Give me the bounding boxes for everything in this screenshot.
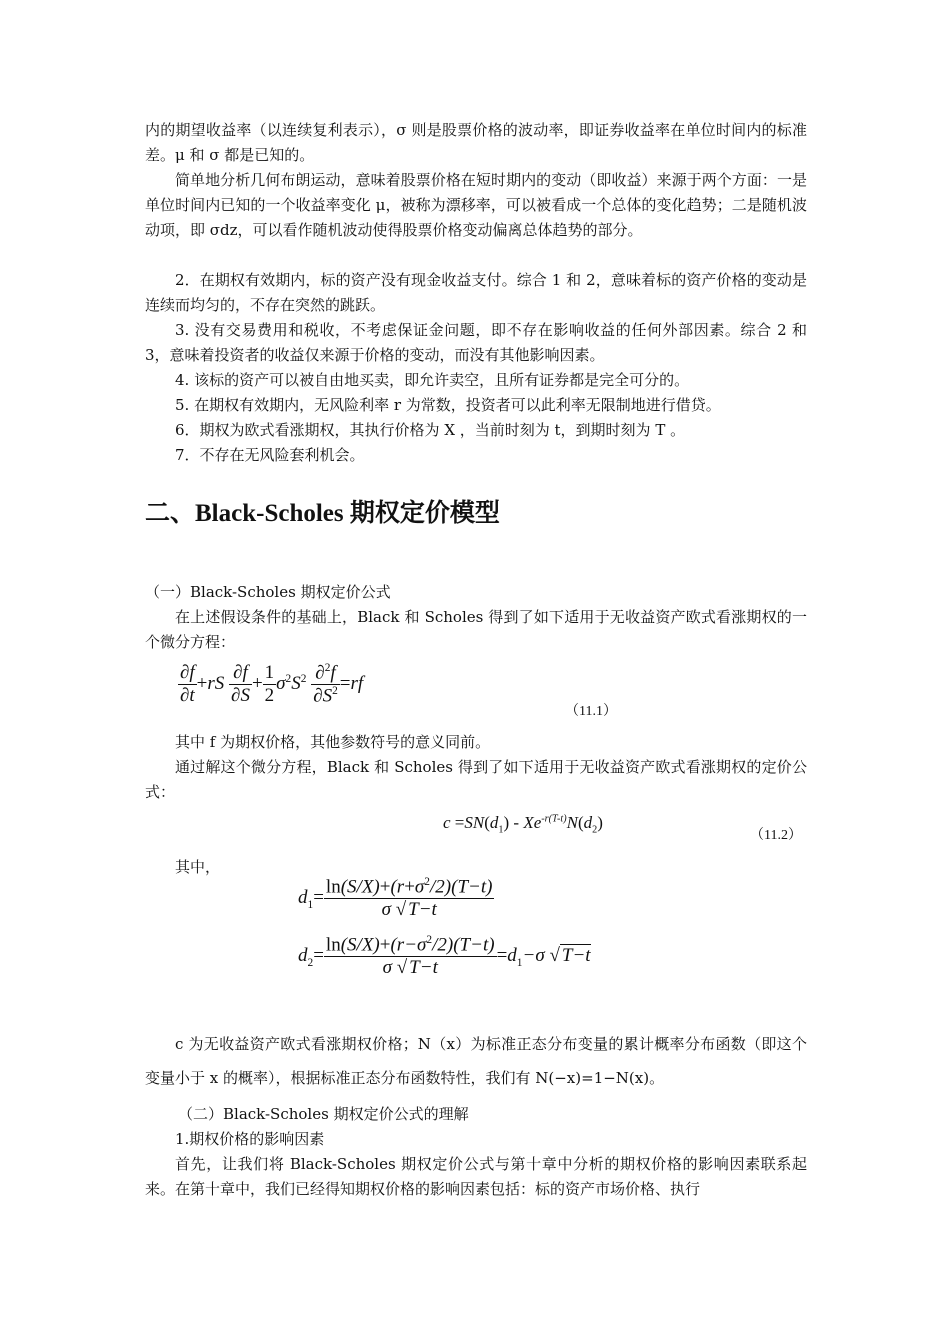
paragraph: 3. 没有交易费用和税收，不考虑保证金问题，即不存在影响收益的任何外部因素。综合 2 和 3，意味着投资者的收益仅来源于价格的变动，而没有其他影响因素。 [145,321,807,364]
paragraph: 2．在期权有效期内，标的资产没有现金收益支付。综合 1 和 2，意味着标的资产价格的变动是连续而均匀的，不存在突然的跳跃。 [145,271,807,314]
paragraph: 其中 f 为期权价格，其他参数符号的意义同前。 [175,733,491,751]
paragraph: 6．期权为欧式看涨期权，其执行价格为 X ，当前时刻为 t，到期时刻为 T 。 [175,421,686,439]
subsection-title: （一）Black-Scholes 期权定价公式 [145,583,391,601]
equation-11-1: $\frac{\partial f}{\partial t}$ +rS $\frac{\partial f}{\partial S}$ + $\frac{1}{2}$ $\sigma^2S^2$ $\frac{\partial^2f}{\partial S^2}$ =rf [180,662,364,707]
paragraph: c 为无收益资产欧式看涨期权价格；N（x）为标准正态分布变量的累计概率分布函数（即这个变量小于 x 的概率），根据标准正态分布函数特性，我们有 N(−x)=1−N(x)。 [145,1035,807,1087]
equation-11-2: $c =SN(d_1) - Xe^{-r(T-t)}N(d_2)$ [443,813,603,836]
equation-number: （11.2） [750,828,802,843]
equation-number: （11.1） [565,704,617,719]
section-heading: 二、Black-Scholes 期权定价模型 [145,500,500,527]
equation-d2: $d_2=$ $\frac{\ln(S/X)+(r-\sigma^2/2)(T-t)}{\sigma √ T-t}$ $=d_1-\sigma$ √ T−t [298,934,591,979]
paragraph: 4. 该标的资产可以被自由地买卖，即允许卖空，且所有证券都是完全可分的。 [175,371,690,389]
paragraph: 7．不存在无风险套利机会。 [175,446,365,464]
subsection-title: （二）Black-Scholes 期权定价公式的理解 [178,1105,469,1123]
paragraph: 内的期望收益率（以连续复利表示），σ 则是股票价格的波动率，即证券收益率在单位时间内的标准差。μ 和 σ 都是已知的。 [145,121,807,164]
equation-d1: $d_1=$ $\frac{\ln(S/X)+(r+\sigma^2/2)(T-t)}{\sigma √ T-t}$ [298,876,493,921]
paragraph: 通过解这个微分方程，Black 和 Scholes 得到了如下适用于无收益资产欧式看涨期权的定价公式： [145,758,807,801]
paragraph: 其中， [175,858,221,876]
paragraph: 在上述假设条件的基础上，Black 和 Scholes 得到了如下适用于无收益资产欧式看涨期权的一个微分方程： [145,608,807,651]
paragraph: 简单地分析几何布朗运动，意味着股票价格在短时期内的变动（即收益）来源于两个方面：一是单位时间内已知的一个收益率变化 μ，被称为漂移率，可以被看成一个总体的变化趋势；二是随机波动项，即 σdz，可以看作随机波动使得股票价格变动偏离总体趋势的部分。 [145,171,807,239]
subsection-title: 1.期权价格的影响因素 [175,1130,325,1148]
paragraph: 5. 在期权有效期内，无风险利率 r 为常数，投资者可以此利率无限制地进行借贷。 [175,396,721,414]
paragraph: 首先，让我们将 Black-Scholes 期权定价公式与第十章中分析的期权价格的影响因素联系起来。在第十章中，我们已经得知期权价格的影响因素包括：标的资产市场价格、执行 [145,1155,807,1198]
